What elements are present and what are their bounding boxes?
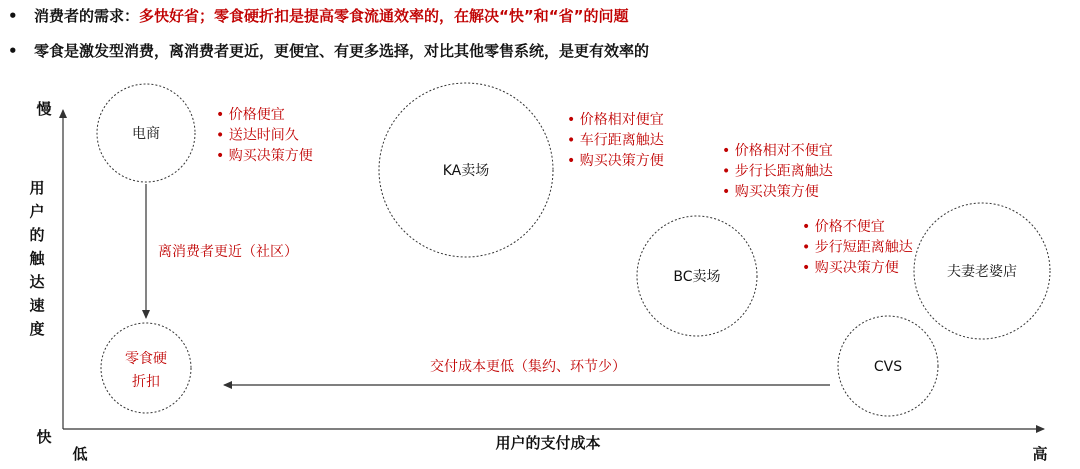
- note-item: • 车行距离触达: [567, 132, 664, 149]
- notes-bc: [722, 142, 833, 200]
- note-item: • 步行短距离触达: [802, 239, 913, 256]
- notes-mom-pop: [802, 218, 913, 276]
- x-axis-title: 用户的支付成本: [495, 434, 601, 452]
- bullet-dot: •: [8, 42, 18, 60]
- x-axis-left-label: 低: [72, 445, 88, 463]
- notes-ecommerce: [216, 106, 313, 164]
- notes-ka: [567, 111, 664, 169]
- y-axis-title-char: 的: [29, 226, 45, 244]
- y-axis-top-label: 慢: [36, 100, 52, 118]
- node-cvs-label: CVS: [873, 359, 903, 375]
- node-cvs: [838, 316, 938, 416]
- node-snack-discount-label-line1: 零食硬: [125, 351, 167, 367]
- bullet-demand-highlight: 多快好省；零食硬折扣是提高零食流通效率的，在解决“快”和“省”的问题: [139, 7, 629, 25]
- y-axis-title-char: 度: [29, 320, 45, 338]
- note-item: • 购买决策方便: [216, 148, 313, 164]
- note-item: • 价格相对便宜: [567, 112, 664, 128]
- note-item: • 价格不便宜: [802, 219, 885, 235]
- node-ka-label: KA卖场: [442, 163, 490, 179]
- node-bc: [637, 216, 757, 336]
- note-item: • 送达时间久: [216, 127, 299, 144]
- y-axis-title-char: 触: [29, 249, 45, 268]
- bullet-demand-label: 消费者的需求：: [34, 7, 140, 25]
- note-item: • 购买决策方便: [802, 260, 899, 276]
- note-item: • 价格相对不便宜: [722, 143, 833, 159]
- y-axis-title-char: 用: [29, 179, 45, 197]
- y-axis-title-char: 速: [29, 296, 45, 315]
- x-axis-right-label: 高: [1032, 445, 1048, 463]
- node-ka: [379, 83, 553, 257]
- y-axis-title: [29, 179, 45, 338]
- bullet-dot: •: [8, 7, 18, 25]
- node-mom-pop: [914, 203, 1050, 339]
- y-axis-bottom-label: 快: [36, 428, 52, 446]
- note-item: • 步行长距离触达: [722, 163, 833, 180]
- node-mom-pop-label: 夫妻老婆店: [947, 264, 1017, 280]
- note-item: • 购买决策方便: [567, 153, 664, 169]
- y-axis-title-char: 达: [29, 273, 45, 291]
- y-axis-title-char: 户: [29, 202, 45, 221]
- node-ecommerce: [97, 84, 195, 182]
- note-item: • 购买决策方便: [722, 184, 819, 200]
- arrow-closer-to-consumer-label: 离消费者更近（社区）: [158, 244, 298, 260]
- bullet-efficiency-label: 零食是激发型消费，离消费者更近，更便宜、有更多选择，对比其他零售系统，是更有效率的: [34, 42, 650, 60]
- node-snack-discount: [101, 323, 191, 413]
- node-snack-discount-label-line2: 折扣: [132, 374, 160, 390]
- note-item: • 价格便宜: [216, 107, 285, 123]
- node-bc-label: BC卖场: [673, 269, 721, 285]
- node-ecommerce-label: 电商: [132, 126, 160, 142]
- arrow-lower-delivery-cost-label: 交付成本更低（集约、环节少）: [430, 359, 626, 375]
